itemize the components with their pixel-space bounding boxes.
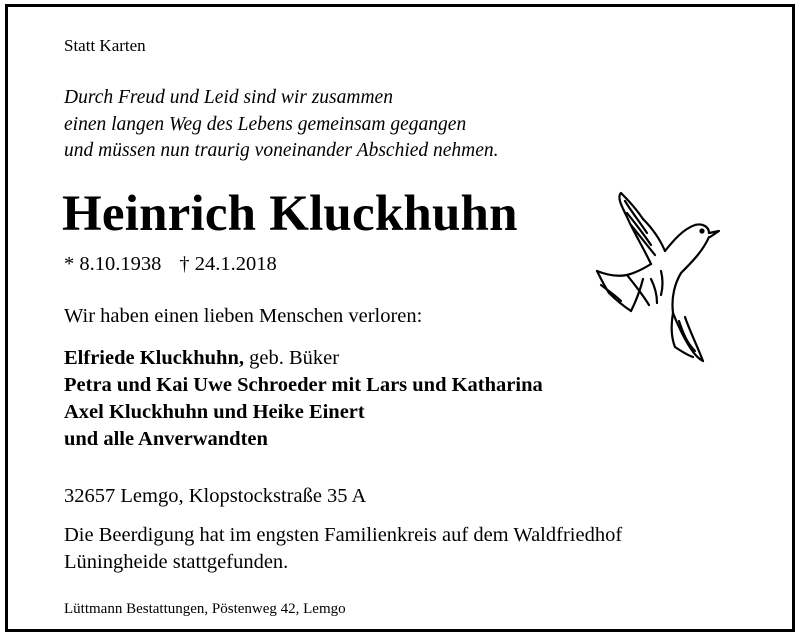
mourner-name: Petra und Kai Uwe Schroeder mit Lars und Katharina (64, 374, 543, 396)
death-date: † 24.1.2018 (179, 253, 277, 275)
birth-date: * 8.10.1938 (64, 253, 162, 275)
loss-statement: Wir haben einen lieben Menschen verloren: (64, 305, 423, 327)
funeral-home-footer: Lüttmann Bestattungen, Pöstenweg 42, Lemgo (64, 601, 346, 617)
funeral-line: Lüningheide stattgefunden. (64, 551, 289, 573)
mourner-row (64, 345, 543, 372)
poem-line: einen langen Weg des Lebens gemeinsam gegangen (64, 113, 467, 135)
deceased-name: Heinrich Kluckhuhn (62, 186, 518, 242)
funeral-line: Die Beerdigung hat im engsten Familienkreis auf dem Waldfriedhof (64, 524, 623, 546)
mourner-name: Axel Kluckhuhn und Heike Einert (64, 401, 365, 423)
obituary-frame (5, 4, 795, 632)
poem (64, 85, 499, 165)
poem-line: und müssen nun traurig voneinander Abschied nehmen. (64, 140, 499, 161)
mourners-list (64, 345, 543, 453)
mourner-row (64, 372, 543, 399)
address: 32657 Lemgo, Klopstockstraße 35 A (64, 485, 367, 507)
mourner-row (64, 399, 543, 426)
header-note: Statt Karten (64, 36, 146, 55)
mourner-name: Elfriede Kluckhuhn, (64, 347, 244, 369)
mourner-row (64, 426, 543, 453)
funeral-note (64, 522, 622, 576)
mourner-note: geb. Büker (244, 347, 340, 369)
life-dates (64, 251, 277, 277)
mourner-name: und alle Anverwandten (64, 428, 268, 450)
poem-line: Durch Freud und Leid sind wir zusammen (64, 87, 393, 108)
dove-icon (591, 189, 726, 364)
